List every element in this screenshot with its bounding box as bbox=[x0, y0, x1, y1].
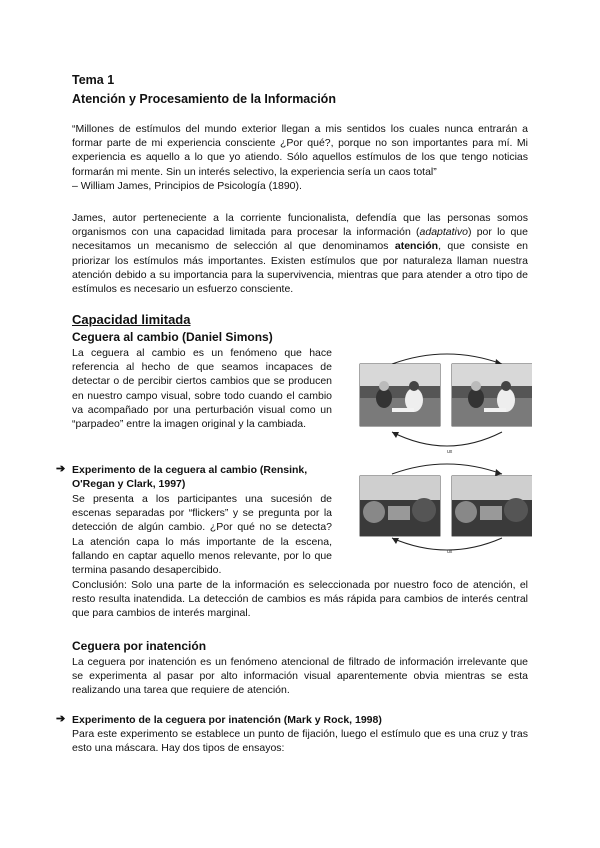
arc-arrow bbox=[392, 432, 502, 446]
change-blindness-figure bbox=[352, 350, 532, 560]
conclusion-text: Conclusión: Solo una parte de la información es seleccionada por nuestro foco de atención, el resto resulta inatendida. La detección de cambios es más rápida para cambios de interés central que para cambios de interés marginal. bbox=[72, 579, 528, 620]
exp2-text: Para este experimento se establece un punto de fijación, luego el estímulo que es una cruz y tras esto una máscara. Hay dos tipos de ensayos: bbox=[72, 728, 528, 755]
intro-text-3: , que consiste en priorizar los estímulos más importantes. Existen estímulos que por naturaleza llaman nuestra atención debido a su importancia para la supervivencia, mientras que para atender a otro tipo de estímulos es necesario un esfuerzo consciente. bbox=[72, 240, 528, 296]
quote-text: “Millones de estímulos del mundo exterior llegan a mis sentidos los cuales nunca entrarán a formar parte de mi experiencia consciente ¿Por qué?, porque no son importantes para mí. Mi experiencia es aquello a lo que yo atiendo. Sólo aquellos estímulos de los que tengo noticias formarán mi mente. Sin un interés selectivo, la experiencia sería un caos total” bbox=[72, 123, 528, 178]
intro-text-2: ) por lo que necesitamos un mecanismo de selección al que denominamos bbox=[72, 226, 528, 253]
quote-block bbox=[72, 122, 528, 193]
quote-author: – William James, Principios de Psicología (1890). bbox=[72, 179, 302, 192]
arc-arrow bbox=[392, 464, 502, 474]
ceguera-cambio-text: La ceguera al cambio es un fenómeno que hace referencia al hecho de que seamos incapaces de detectar o de percibir ciertos cambios que se producen en nuestro campo visual, sobre todo cuando el cambio va acompañado por una perturbación visual como un “parpadeo” entre la imagen original y la cambiada. bbox=[72, 347, 332, 431]
intro-italic: adaptativo bbox=[419, 226, 468, 239]
intro-paragraph bbox=[72, 211, 528, 296]
page-title: Atención y Procesamiento de la Información bbox=[72, 92, 336, 106]
section-title: Capacidad limitada bbox=[72, 312, 191, 327]
exp1-text: Se presenta a los participantes una sucesión de escenas separadas por “flickers” y se pregunta por la detección de algún cambio. ¿Por qué no se detecta? La atención capa lo más importante de la escena, fallando en captar aquello menos relevante, por lo que termina pasando desapercibido. bbox=[72, 493, 332, 577]
intro-bold: atención bbox=[394, 240, 439, 253]
scene-photo-cockpit-b bbox=[452, 476, 532, 536]
inatencion-text: La ceguera por inatención es un fenómeno atencional de filtrado de información irrelevante que se experimenta al pasar por alto información visual aparentemente obvia mientras se esta realizando una tarea que requiere de atención. bbox=[72, 656, 528, 697]
subsection-inatencion: Ceguera por inatención bbox=[72, 639, 207, 653]
scene-photo-cockpit-a bbox=[360, 476, 440, 536]
flicker-label: ux bbox=[447, 449, 453, 455]
scene-photo-couple-b bbox=[452, 364, 532, 426]
subsection-ceguera-cambio: Ceguera al cambio (Daniel Simons) bbox=[72, 330, 273, 344]
scene-photo-couple-a bbox=[360, 364, 440, 426]
exp2-title: Experimento de la ceguera por inatención (Mark y Rock, 1998) bbox=[72, 714, 382, 726]
bullet-arrow-icon: ➔ bbox=[56, 713, 66, 725]
arrowhead-icon bbox=[495, 469, 502, 476]
figure-svg bbox=[352, 350, 532, 560]
exp1-title: Experimento de la ceguera al cambio (Rensink, O'Regan y Clark, 1997) bbox=[72, 464, 308, 490]
bullet-arrow-icon: ➔ bbox=[56, 463, 66, 475]
arrowhead-icon bbox=[392, 538, 399, 544]
intro-text-1: James, autor perteneciente a la corriente funcionalista, defendía que las personas somos organismos con una capacidad limitada para procesar la información ( bbox=[72, 212, 528, 239]
flicker-label: ux bbox=[447, 549, 453, 555]
arc-arrow bbox=[392, 354, 502, 364]
tema-label: Tema 1 bbox=[72, 73, 115, 87]
